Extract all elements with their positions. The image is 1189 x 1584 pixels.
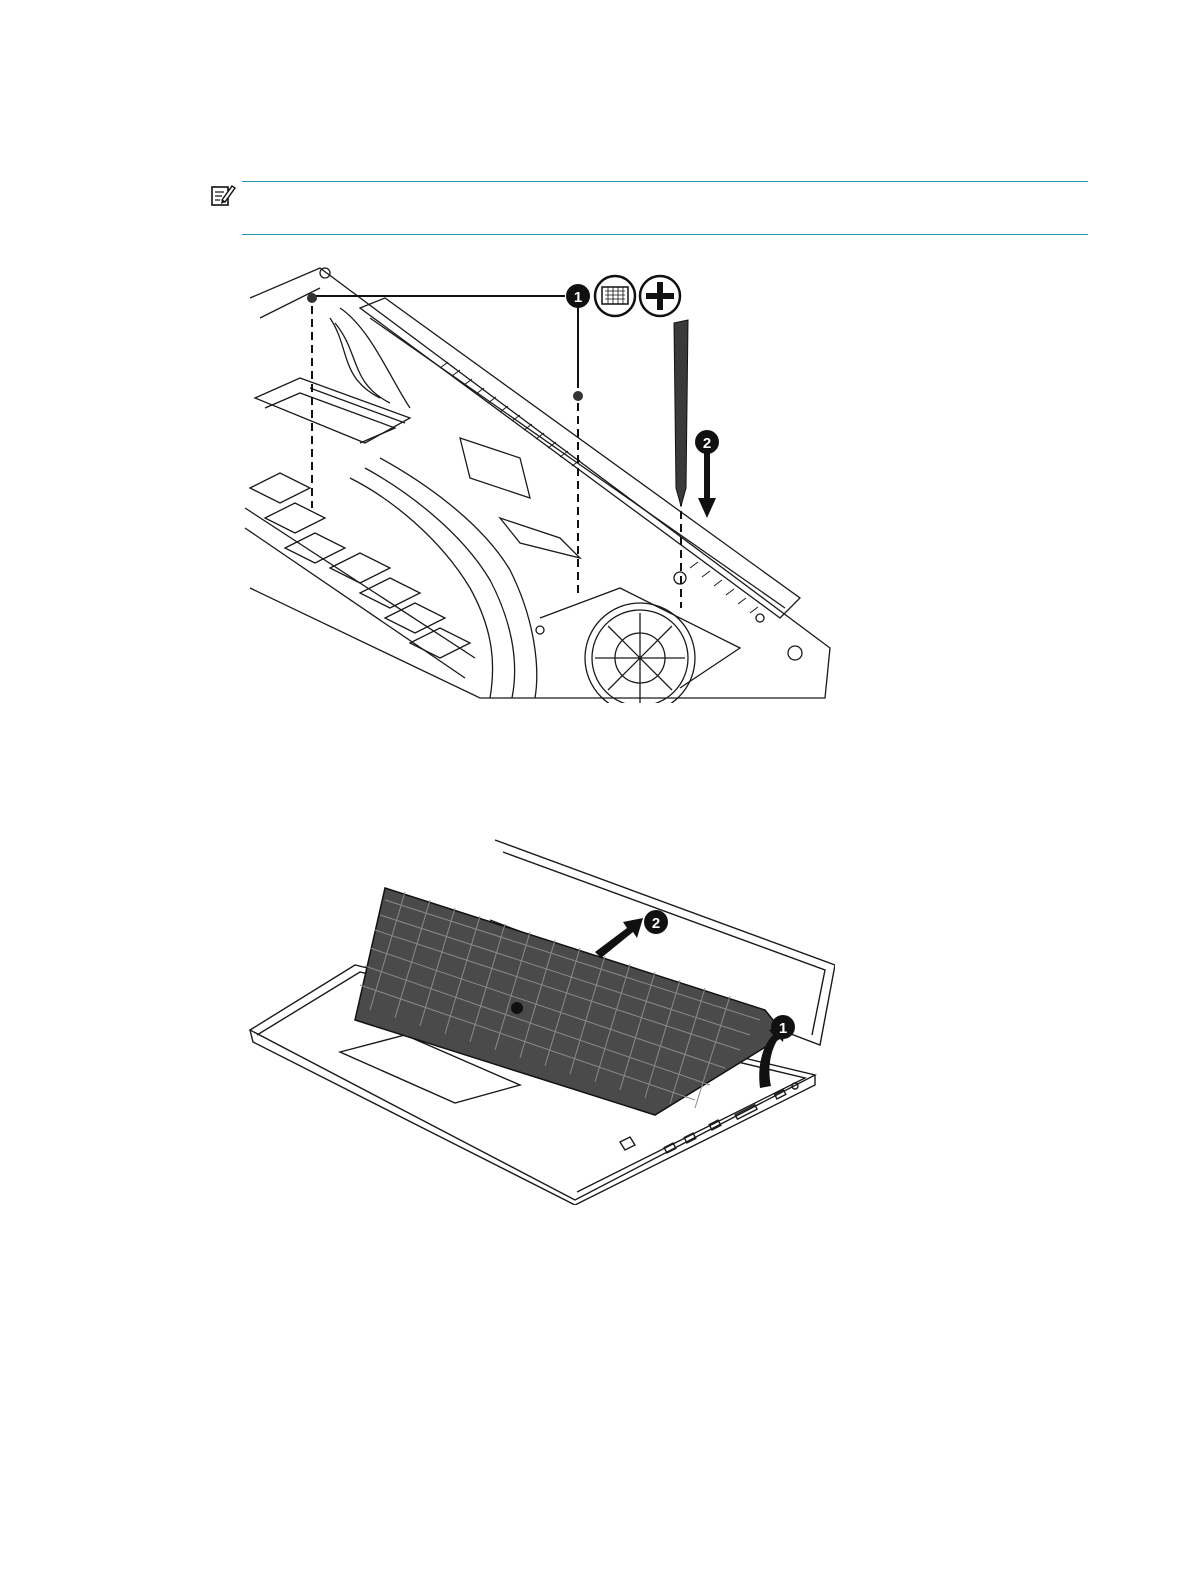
screw-icon (307, 293, 583, 401)
callout-1-leaders (312, 296, 681, 608)
screwdriver-icon (674, 320, 688, 506)
keyboard-icon (595, 276, 635, 316)
callout-1-badge (771, 1015, 795, 1039)
figure2-illustration (245, 830, 835, 1205)
callout-2-badge (644, 910, 668, 934)
note-pencil-icon (210, 182, 236, 208)
arrow-down-icon (698, 453, 716, 518)
svg-text:2: 2 (651, 915, 661, 932)
figure-keyboard-lift-out (245, 830, 835, 1205)
note-rule-bottom (242, 234, 1088, 235)
figure1-illustration (240, 258, 840, 703)
computer-base-line-art (245, 268, 830, 703)
callout-1-badge (566, 284, 590, 308)
note-block (210, 178, 1090, 238)
note-rule-top (242, 181, 1088, 182)
phillips-screwdriver-icon (640, 276, 680, 316)
svg-text:1: 1 (573, 289, 583, 306)
arrow-lift-icon (595, 918, 643, 958)
svg-text:1: 1 (778, 1020, 788, 1037)
svg-text:2: 2 (702, 435, 712, 452)
figure-keyboard-screw-removal (240, 258, 840, 703)
callout-2-badge (695, 430, 719, 454)
keyboard-assembly (355, 888, 788, 1115)
